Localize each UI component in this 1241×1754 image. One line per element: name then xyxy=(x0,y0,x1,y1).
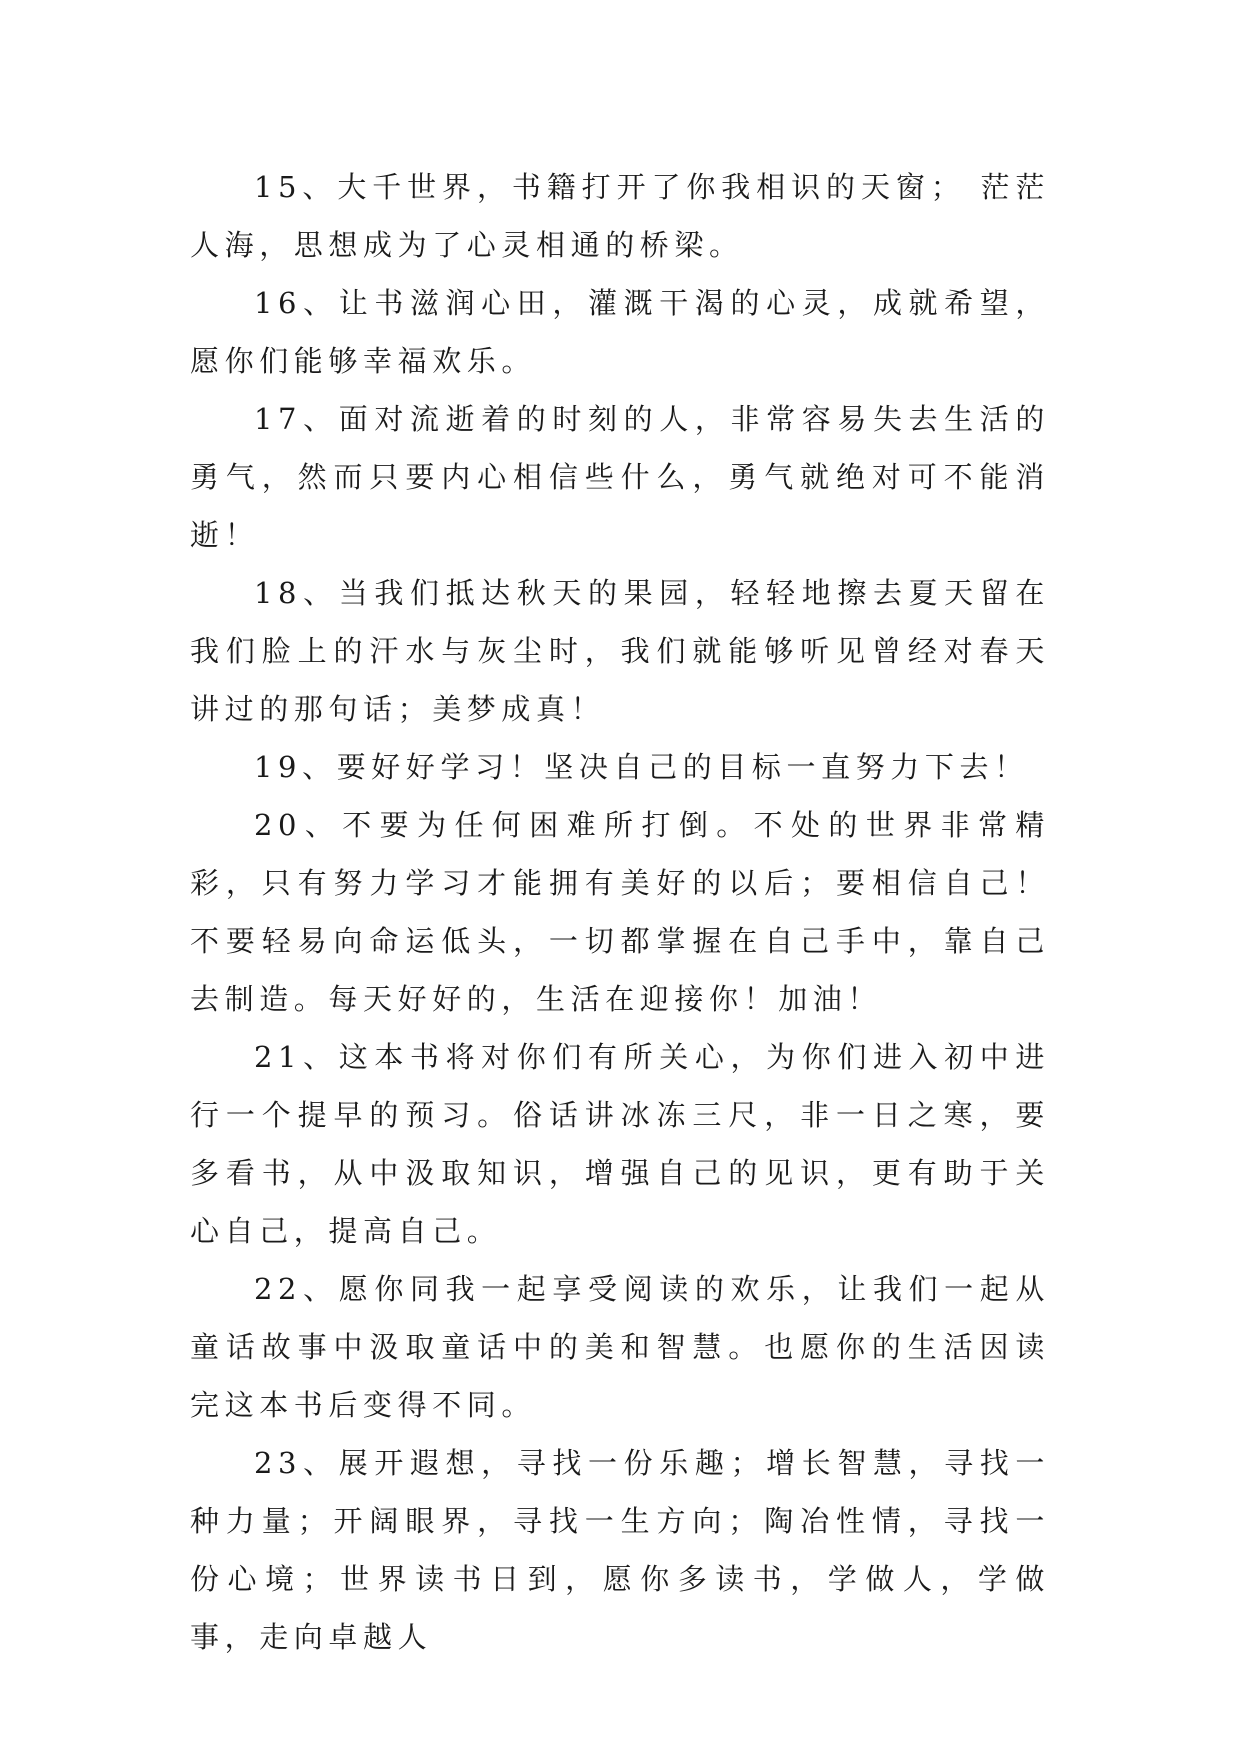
paragraph-15: 15、大千世界，书籍打开了你我相识的天窗； 茫茫人海，思想成为了心灵相通的桥梁。 xyxy=(190,170,1050,262)
paragraph-21: 21、这本书将对你们有所关心，为你们进入初中进行一个提早的预习。俗话讲冰冻三尺，非一日之寒，要多看书，从中汲取知识，增强自己的见识，更有助于关心自己，提高自己。 xyxy=(190,1040,1050,1248)
paragraph-19: 19、要好好学习！坚决自己的目标一直努力下去！ xyxy=(254,750,1029,784)
document-body xyxy=(190,158,1050,1666)
paragraph-18: 18、当我们抵达秋天的果园，轻轻地擦去夏天留在我们脸上的汗水与灰尘时，我们就能够听见曾经对春天讲过的那句话；美梦成真！ xyxy=(190,576,1050,726)
paragraph-22: 22、愿你同我一起享受阅读的欢乐，让我们一起从童话故事中汲取童话中的美和智慧。也愿你的生活因读完这本书后变得不同。 xyxy=(190,1272,1050,1422)
paragraph-20: 20、不要为任何困难所打倒。不处的世界非常精彩，只有努力学习才能拥有美好的以后；要相信自己！不要轻易向命运低头，一切都掌握在自己手中，靠自己去制造。每天好好的，生活在迎接你！加油！ xyxy=(190,808,1050,1016)
paragraph-23: 23、展开遐想，寻找一份乐趣；增长智慧，寻找一种力量；开阔眼界，寻找一生方向；陶冶性情，寻找一份心境；世界读书日到，愿你多读书，学做人，学做事，走向卓越人 xyxy=(190,1446,1050,1654)
paragraph-17: 17、面对流逝着的时刻的人，非常容易失去生活的勇气，然而只要内心相信些什么，勇气就绝对可不能消逝！ xyxy=(190,402,1050,552)
paragraph-16: 16、让书滋润心田，灌溉干渴的心灵，成就希望，愿你们能够幸福欢乐。 xyxy=(190,286,1050,378)
